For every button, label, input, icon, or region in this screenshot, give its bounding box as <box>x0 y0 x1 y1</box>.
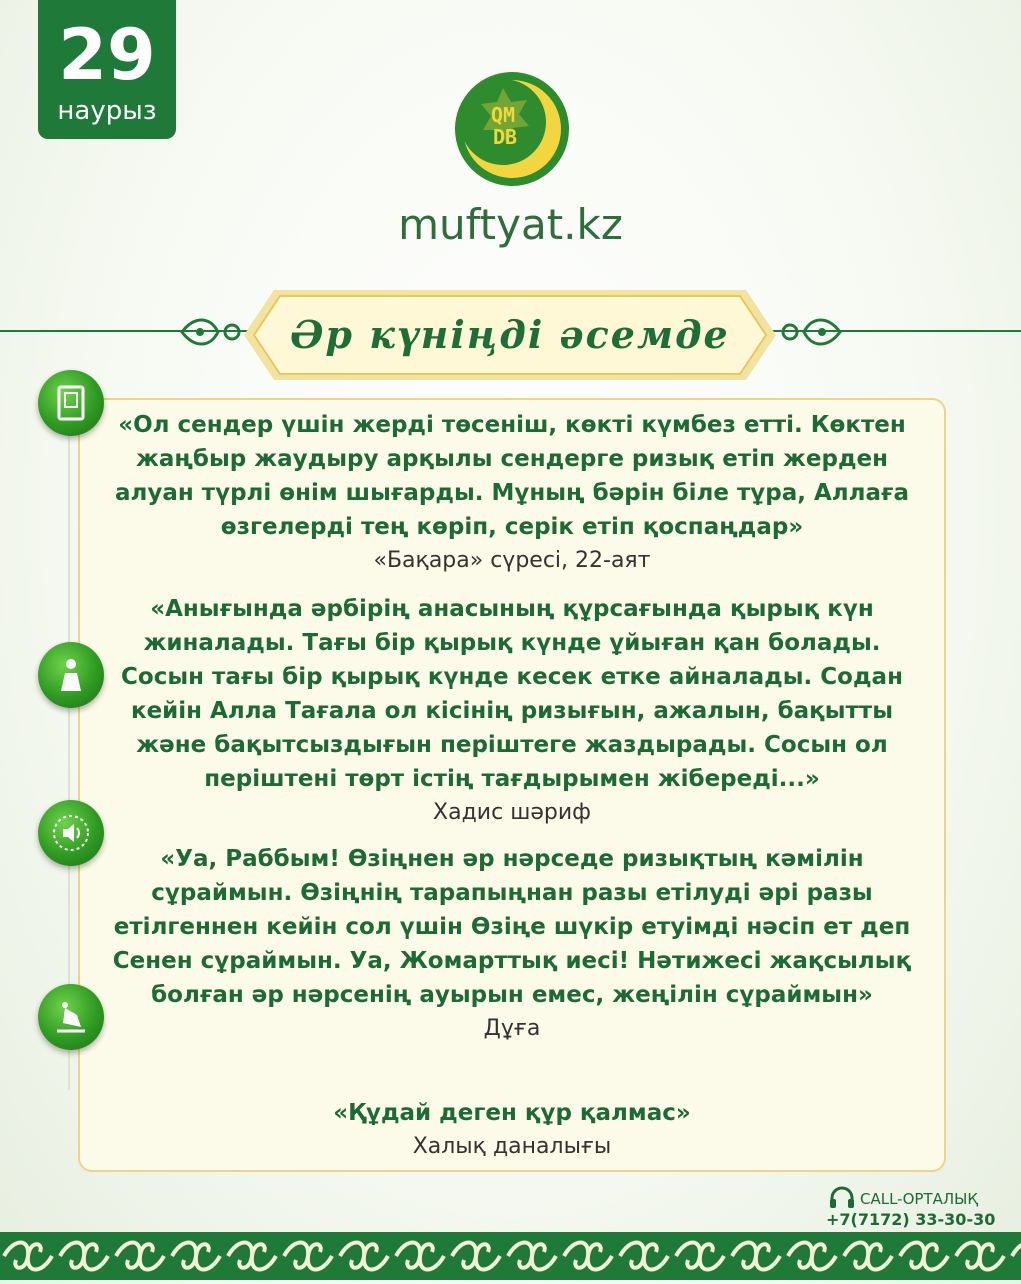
dua-quote: «Уа, Раббым! Өзіңнен әр нәрседе ризықтың кәмілін сұраймын. Өзіңнің тарапыңнан разы етілуді әрі разы етілгеннен кейін сол үшін Өзіңе шүкір етуімді нәсіп ет деп Сенен сұраймын. Уа, Жомарттық иесі! Нәтижесі жақсылық болған әр нәрсенің ауырын емес, жеңілін сұраймын» <box>112 846 912 1008</box>
date-month: наурыз <box>57 96 157 126</box>
date-day: 29 <box>58 14 156 96</box>
praying-person-icon <box>38 642 104 708</box>
prayer-beads-icon <box>38 984 104 1050</box>
proverb-block <box>100 1096 924 1164</box>
ornament-pattern-icon <box>0 1232 1021 1280</box>
hadith-quote: «Анығында әрбірің анасының құрсағында қырық күн жиналады. Тағы бір қырық күнде ұйыған қан болады. Сосын тағы бір қырық күнде кесек етке айналады. Содан кейін Алла Тағала ол кісінің ризығын, ажалын, бақытты және бақытсыздығын періштеге жаздырады. Сосын ол періштені төрт істің тағдырымен жібереді...» <box>121 596 903 792</box>
audio-speaker-icon[interactable] <box>38 800 104 866</box>
qmdb-logo <box>453 70 571 188</box>
call-center-label: CALL-ОРТАЛЫҚ <box>860 1190 979 1208</box>
proverb-quote: «Құдай деген құр қалмас» <box>333 1100 691 1126</box>
quran-verse-block <box>100 408 924 578</box>
ornament-right-icon <box>776 312 842 352</box>
date-badge <box>38 0 176 139</box>
banner-title: Әр күніңді әсемде <box>290 312 730 357</box>
hadith-block <box>100 592 924 830</box>
ornament-left-icon <box>180 312 246 352</box>
quran-book-icon <box>38 370 104 436</box>
logo-text-top: QM <box>490 103 516 127</box>
proverb-source: Халық даналығы <box>412 1134 612 1159</box>
logo-text-bottom: DB <box>492 125 518 149</box>
quran-verse-quote: «Ол сендер үшін жерді төсеніш, көкті күмбез етті. Көктен жаңбыр жаудыру арқылы сендерге ризық етіп жерден алуан түрлі өнім шығарды. Мұның бәрін біле тұра, Аллаға өзгелерді тең көріп, серік етіп қоспаңдар» <box>114 412 910 540</box>
headset-icon <box>828 1186 856 1210</box>
site-name[interactable]: muftyat.kz <box>398 200 623 249</box>
title-banner <box>244 290 776 380</box>
bottom-ornament <box>0 1232 1021 1280</box>
quran-verse-source: «Бақара» сүресі, 22-аят <box>373 548 651 573</box>
dua-block <box>100 842 924 1046</box>
call-center-phone[interactable]: +7(7172) 33-30-30 <box>826 1210 996 1229</box>
dua-source: Дұға <box>483 1016 541 1041</box>
hadith-source: Хадис шәриф <box>433 800 591 825</box>
